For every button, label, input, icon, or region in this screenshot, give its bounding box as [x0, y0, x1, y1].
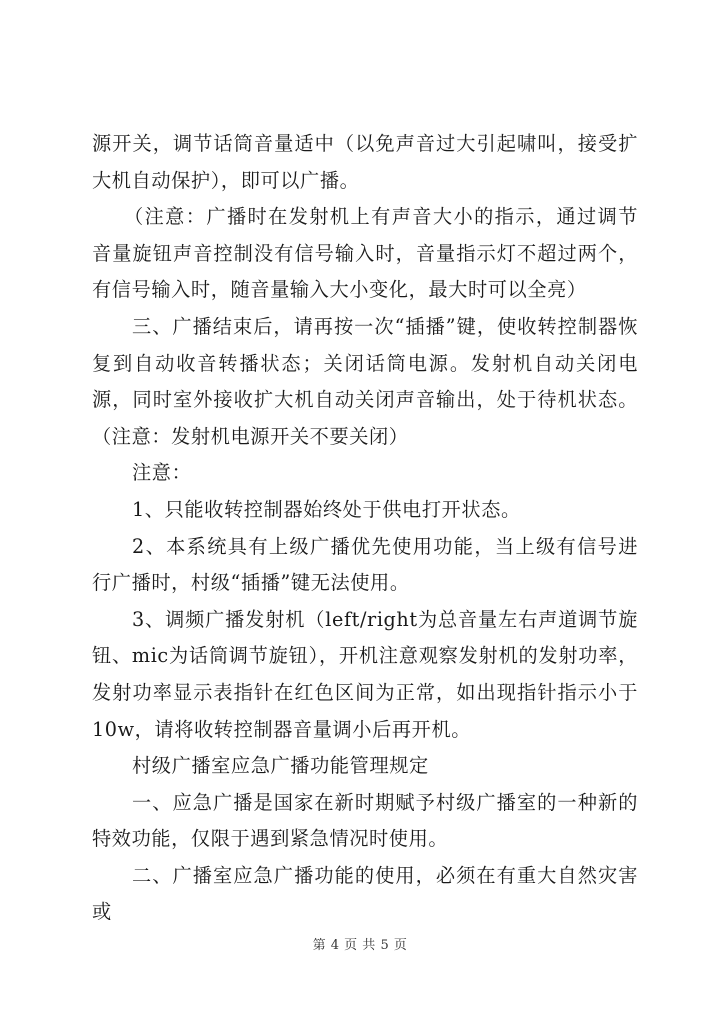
paragraph-rule-one: 一、应急广播是国家在新时期赋予村级广播室的一种新的特效功能，仅限于遇到紧急情况时使用。	[92, 790, 638, 851]
paragraph-note-three: 3、调频广播发射机（left/right为总音量左右声道调节旋钮、mic为话筒调节旋钮），开机注意观察发射机的发射功率，发射功率显示表指针在红色区间为正常，如出现指针指示小于10w，请将收转控制器音量调小后再开机。	[92, 607, 638, 741]
document-body	[92, 126, 638, 931]
paragraph-notes-heading: 注意：	[132, 461, 192, 485]
section-title-emergency-rules: 村级广播室应急广播功能管理规定	[132, 754, 429, 778]
paragraph-note-one: 1、只能收转控制器始终处于供电打开状态。	[132, 497, 521, 521]
paragraph-continuation: 源开关，调节话筒音量适中（以免声音过大引起啸叫，接受扩大机自动保护），即可以广播。	[92, 132, 638, 192]
paragraph-step-three: 三、广播结束后，请再按一次“插播”键，使收转控制器恢复到自动收音转播状态；关闭话筒电源。发射机自动关闭电源，同时室外接收扩大机自动关闭声音输出，处于待机状态。（注意：发射机电源开关不要关闭）	[92, 314, 638, 448]
paragraph-note-two: 2、本系统具有上级广播优先使用功能，当上级有信号进行广播时，村级“插播”键无法使用。	[92, 534, 638, 595]
page-number-footer: 第 4 页 共 5 页	[312, 938, 408, 953]
paragraph-volume-note: （注意：广播时在发射机上有声音大小的指示，通过调节音量旋钮声音控制没有信号输入时，音量指示灯不超过两个，有信号输入时，随音量输入大小变化，最大时可以全亮）	[92, 205, 638, 302]
paragraph-rule-two: 二、广播室应急广播功能的使用，必须在有重大自然灾害或	[92, 863, 638, 924]
